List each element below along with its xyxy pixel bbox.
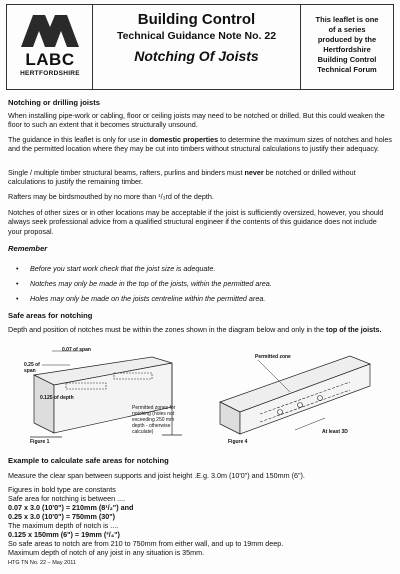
- text-run: be notched or drilled without calculations to justify the remaining timber.: [8, 168, 356, 187]
- section-heading: Notching or drilling joists: [8, 98, 100, 107]
- logo-text: LABC: [25, 50, 75, 69]
- figure-4-label-zone: Permitted zone: [255, 354, 291, 360]
- paragraph: [8, 168, 392, 187]
- figure-1-label-span-1: 0.07 of span: [62, 347, 91, 353]
- example-line: Safe area for notching is between ....: [8, 494, 126, 503]
- list-item: • Notches may only be made in the top of the joists, within the permitted area.: [30, 279, 272, 288]
- logo-region: HERTFORDSHIRE: [20, 70, 80, 77]
- labc-roof-icon: [19, 13, 81, 49]
- section-heading: Safe areas for notching: [8, 311, 93, 320]
- example-line: The maximum depth of notch is ....: [8, 521, 119, 530]
- section-heading: Example to calculate safe areas for notching: [8, 456, 169, 465]
- text-run-bold: domestic properties: [149, 135, 219, 144]
- example-line: 0.25 x 3.0 (10'0") = 750mm (30"): [8, 512, 116, 521]
- series-line: Hertfordshire: [323, 45, 371, 54]
- example-line: Maximum depth of notch of any joist in any situation is 35mm.: [8, 548, 205, 557]
- example-line: 0.07 x 3.0 (10'0") = 210mm (8¹/₂") and: [8, 503, 134, 512]
- figure-4-label-min: At least 3D: [322, 429, 348, 435]
- list-item: • Before you start work check that the joist size is adequate.: [30, 264, 215, 273]
- text-run: The guidance in this leaflet is only for use in: [8, 135, 150, 144]
- figure-1-note: Permitted zones for notching (holes not exceeding 250 mm depth - otherwise calculate): [132, 405, 176, 435]
- list-item: • Holes may only be made on the joists centreline within the permitted area.: [30, 294, 265, 303]
- text-run: to determine the maximum sizes of notches and holes and the permitted location where they may be cut into timbers without structural calculations to justify their adequacy.: [8, 135, 392, 154]
- figure-1-label-span-2: 0.25 of span: [24, 362, 40, 374]
- page-title: Building Control: [137, 11, 256, 28]
- figure-4-caption: Figure 4: [228, 439, 248, 445]
- example-line: Measure the clear span between supports and joist height .E.g. 3.0m (10'0") and 150mm (6").: [8, 471, 305, 480]
- series-line: This leaflet is one: [315, 15, 379, 24]
- series-line: Technical Forum: [317, 65, 377, 74]
- title-block: [93, 5, 301, 89]
- paragraph: When installing pipe-work or cabling, floor or ceiling joists may need to be notched or drilled. But this could weaken the floor to such an extent that it becomes structurally unsound.: [8, 111, 385, 130]
- paragraph: Rafters may be birdsmouthed by no more than ¹/₃rd of the depth.: [8, 192, 214, 201]
- text-run: Single / multiple timber structural beams, rafters, purlins and binders must: [8, 168, 245, 177]
- page-topic: Notching Of Joists: [134, 48, 259, 64]
- series-note: [301, 5, 393, 89]
- page-subtitle: Technical Guidance Note No. 22: [116, 30, 277, 42]
- example-line: Figures in bold type are constants: [8, 485, 116, 494]
- example-line: 0.125 x 150mm (6") = 19mm (³/₄"): [8, 530, 120, 539]
- remember-heading: Remember: [8, 244, 48, 253]
- footer: HTG TN No. 22 – May 2011: [8, 560, 76, 566]
- example-line: So safe areas to notch are from 210 to 750mm from either wall, and up to 19mm deep.: [8, 539, 284, 548]
- series-line: Building Control: [317, 55, 377, 64]
- labc-logo: [7, 5, 93, 89]
- text-run-bold: top of the joists.: [326, 325, 382, 334]
- header: [6, 4, 394, 90]
- series-line: produced by the: [317, 35, 377, 44]
- paragraph: [8, 325, 392, 334]
- series-line: of a series: [328, 25, 366, 34]
- text-run: Depth and position of notches must be within the zones shown in the diagram below and only in the: [8, 325, 327, 334]
- paragraph: [8, 135, 392, 154]
- text-run-bold: never: [244, 168, 264, 177]
- figure-1-caption: Figure 1: [30, 439, 50, 445]
- figure-1-label-depth: 0.125 of depth: [40, 395, 74, 401]
- paragraph: Notches of other sizes or in other locations may be acceptable if the joist is sufficiently oversized, however, you should always seek professional advice from a qualified structural engineer if the contents of this guidance does not include your proposal.: [8, 208, 384, 236]
